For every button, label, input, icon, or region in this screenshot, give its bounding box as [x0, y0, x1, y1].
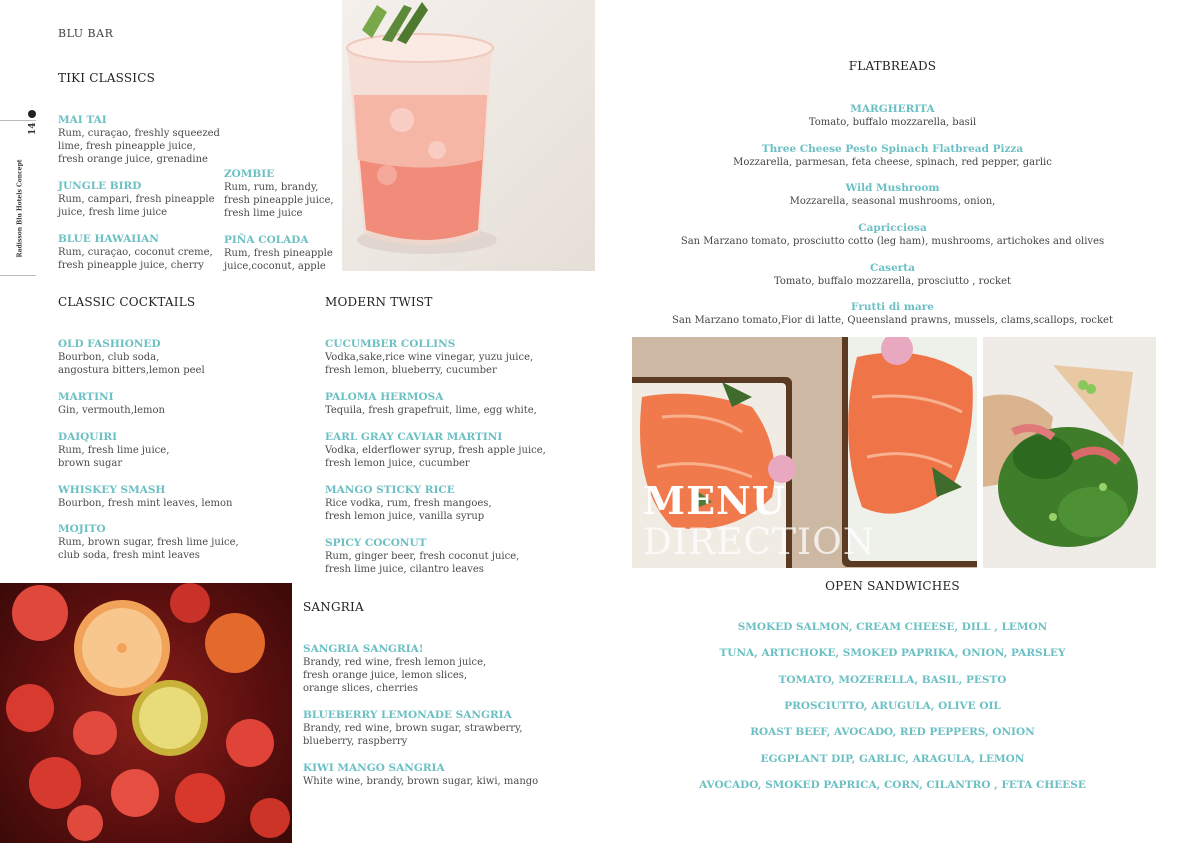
item-name: Capricciosa: [858, 222, 927, 234]
sandwich-item: PROSCIUTTO, ARUGULA, OLIVE OIL: [784, 700, 1001, 712]
item-desc: San Marzano tomato,Fior di latte, Queensland prawns, mussels, clams,scallops, rocket: [672, 315, 1113, 326]
item-desc-line: Brandy, red wine, fresh lemon juice,: [303, 657, 487, 668]
item-name: MARGHERITA: [850, 103, 935, 115]
menu-item: [640, 103, 1145, 129]
item-desc-line: Rum, campari, fresh pineapple: [58, 194, 215, 205]
item-desc-line: club soda, fresh mint leaves: [58, 550, 200, 561]
item-desc-line: juice, fresh lime juice: [58, 207, 167, 218]
item-name: Frutti di mare: [851, 301, 934, 313]
menu-item: [58, 523, 239, 562]
item-name: SPICY COCONUT: [325, 537, 427, 549]
item-name: Caserta: [870, 262, 915, 274]
menu-item: [58, 114, 220, 166]
item-desc-line: lime, fresh pineapple juice,: [58, 141, 196, 152]
item-name: PALOMA HERMOSA: [325, 391, 444, 403]
item-desc-line: Brandy, red wine, brown sugar, strawberry,: [303, 723, 523, 734]
menu-item: [325, 484, 492, 523]
section-title-modern: MODERN TWIST: [325, 295, 433, 309]
item-desc-line: Rum, brown sugar, fresh lime juice,: [58, 537, 239, 548]
menu-item: [224, 168, 334, 220]
item-desc-line: Vodka,sake,rice wine vinegar, yuzu juice,: [325, 352, 534, 363]
menu-item: [640, 262, 1145, 288]
menu-item: [325, 537, 519, 576]
brand-name: BLU BAR: [58, 27, 114, 40]
item-name: DAIQUIRI: [58, 431, 118, 443]
item-name: JUNGLE BIRD: [58, 180, 142, 192]
item-desc-line: blueberry, raspberry: [303, 736, 408, 747]
hero-title-menu: MENU: [643, 478, 786, 523]
menu-item: [303, 643, 486, 695]
menu-item: [58, 180, 215, 219]
menu-item: [640, 301, 1145, 327]
item-desc-line: fresh lime juice: [224, 208, 303, 219]
item-desc-line: fresh lemon, blueberry, cucumber: [325, 365, 497, 376]
menu-item: [325, 338, 533, 377]
sandwich-item: SMOKED SALMON, CREAM CHEESE, DILL , LEMON: [737, 621, 1048, 633]
item-name: KIWI MANGO SANGRIA: [303, 762, 445, 774]
item-desc: Tomato, buffalo mozzarella, prosciutto , rocket: [773, 276, 1012, 287]
sangria-photo: [0, 583, 292, 843]
item-desc-line: fresh pineapple juice,: [224, 195, 334, 206]
item-name: MOJITO: [58, 523, 106, 535]
menu-item: [640, 182, 1145, 208]
item-name: EARL GRAY CAVIAR MARTINI: [325, 431, 503, 443]
item-name: CUCUMBER COLLINS: [325, 338, 456, 350]
sandwich-item: AVOCADO, SMOKED PAPRICA, CORN, CILANTRO , FETA CHEESE: [699, 779, 1086, 791]
item-name: BLUEBERRY LEMONADE SANGRIA: [303, 709, 512, 721]
bullet-dot-icon: [28, 110, 36, 118]
section-title-flatbreads: FLATBREADS: [848, 59, 937, 73]
menu-item: [325, 391, 537, 417]
item-desc-line: Rum, curaçao, coconut creme,: [58, 247, 213, 258]
item-desc-line: brown sugar: [58, 458, 123, 469]
section-title-tiki: TIKI CLASSICS: [58, 71, 156, 85]
item-desc-line: Rum, rum, brandy,: [224, 182, 319, 193]
item-desc-line: orange slices, cherries: [303, 683, 419, 694]
sandwich-item: ROAST BEEF, AVOCADO, RED PEPPERS, ONION: [750, 726, 1035, 738]
item-desc: Mozzarella, seasonal mushrooms, onion,: [789, 196, 996, 207]
item-name: WHISKEY SMASH: [58, 484, 166, 496]
section-title-sangria: SANGRIA: [303, 600, 364, 614]
sandwich-item: TUNA, ARTICHOKE, SMOKED PAPRIKA, ONION, PARSLEY: [719, 647, 1066, 659]
item-name: BLUE HAWAIIAN: [58, 233, 159, 245]
menu-item: [325, 431, 546, 470]
menu-item: [303, 762, 538, 788]
item-name: MAI TAI: [58, 114, 107, 126]
item-desc-line: juice,coconut, apple: [224, 261, 326, 272]
item-desc-line: Rum, ginger beer, fresh coconut juice,: [325, 551, 520, 562]
pea-salad-photo: [983, 337, 1156, 568]
menu-item: [303, 709, 523, 748]
item-name: MANGO STICKY RICE: [325, 484, 455, 496]
item-desc-line: fresh pineapple juice, cherry: [58, 260, 204, 271]
item-desc-line: Gin, vermouth,lemon: [58, 405, 165, 416]
item-desc-line: Rice vodka, rum, fresh mangoes,: [325, 498, 492, 509]
item-name: OLD FASHIONED: [58, 338, 161, 350]
item-desc-line: fresh orange juice, lemon slices,: [303, 670, 468, 681]
item-desc-line: Rum, fresh pineapple: [224, 248, 333, 259]
item-desc-line: Rum, curaçao, freshly squeezed: [58, 128, 220, 139]
menu-item: [58, 233, 213, 272]
item-desc-line: fresh orange juice, grenadine: [58, 154, 208, 165]
section-title-sandwiches: OPEN SANDWICHES: [825, 579, 960, 593]
item-desc-line: fresh lemon juice, cucumber: [325, 458, 470, 469]
menu-item: [640, 222, 1145, 248]
item-desc-line: fresh lemon juice, vanilla syrup: [325, 511, 485, 522]
item-desc: Tomato, buffalo mozzarella, basil: [808, 117, 977, 128]
item-name: PIÑA COLADA: [224, 234, 309, 246]
menu-item: [58, 338, 205, 377]
menu-item: [58, 484, 232, 510]
item-desc: San Marzano tomato, prosciutto cotto (leg ham), mushrooms, artichokes and olives: [680, 236, 1105, 247]
item-name: SANGRIA SANGRIA!: [303, 643, 424, 655]
item-desc-line: Bourbon, fresh mint leaves, lemon: [58, 498, 233, 509]
item-desc-line: fresh lime juice, cilantro leaves: [325, 564, 484, 575]
item-name: ZOMBIE: [224, 168, 275, 180]
menu-item: [58, 431, 169, 470]
side-label: Radisson Blu Hotels Concept: [16, 159, 24, 258]
hero-title-direction: DIRECTION: [643, 522, 876, 563]
menu-item: [58, 391, 165, 417]
cocktail-photo: [342, 0, 595, 271]
item-name: Wild Mushroom: [845, 182, 940, 194]
item-desc-line: White wine, brandy, brown sugar, kiwi, mango: [303, 776, 539, 787]
item-name: MARTINI: [58, 391, 114, 403]
page-number: 14: [28, 122, 38, 135]
item-desc-line: Vodka, elderflower syrup, fresh apple juice,: [325, 445, 546, 456]
menu-item: [224, 234, 333, 273]
menu-item: [640, 143, 1145, 169]
item-name: Three Cheese Pesto Spinach Flatbread Pizza: [761, 143, 1024, 155]
sandwich-item: EGGPLANT DIP, GARLIC, ARAGULA, LEMON: [760, 753, 1025, 765]
item-desc: Mozzarella, parmesan, feta cheese, spinach, red pepper, garlic: [733, 157, 1052, 168]
item-desc-line: Rum, fresh lime juice,: [58, 445, 170, 456]
item-desc-line: angostura bitters,lemon peel: [58, 365, 205, 376]
item-desc-line: Bourbon, club soda,: [58, 352, 160, 363]
item-desc-line: Tequila, fresh grapefruit, lime, egg white,: [325, 405, 537, 416]
sandwich-item: TOMATO, MOZERELLA, BASIL, PESTO: [778, 674, 1007, 686]
section-title-classic: CLASSIC COCKTAILS: [58, 295, 196, 309]
side-rule-bottom: [0, 275, 36, 276]
